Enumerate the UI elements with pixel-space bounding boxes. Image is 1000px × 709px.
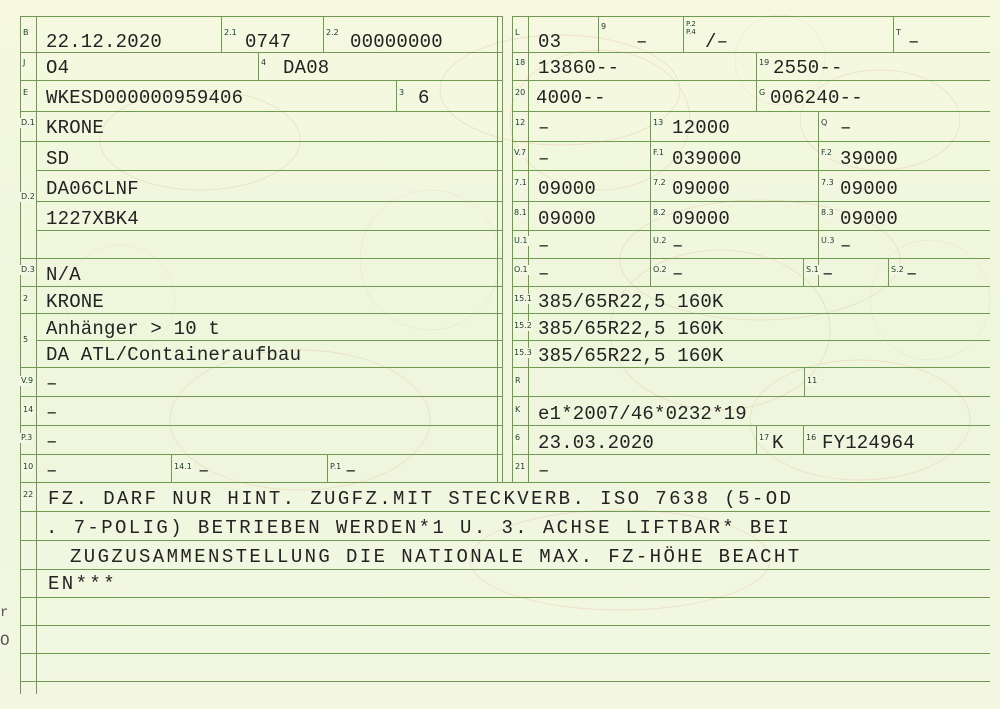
code-15-1: 15.1: [514, 294, 532, 303]
f2-permissible-mass: 39000: [840, 148, 899, 170]
code-16: 16: [806, 433, 817, 442]
s2-value: –: [906, 263, 918, 285]
make: KRONE: [46, 117, 105, 139]
t-max-speed: –: [908, 31, 920, 53]
remarks-line-1: FZ. DARF NUR HINT. ZUGFZ.MIT STECKVERB. ISO 7638 (5-OD: [48, 488, 794, 510]
length: 13860--: [538, 57, 620, 79]
code-7-3: 7.3: [821, 178, 834, 187]
body-type: DA ATL/Containeraufbau: [46, 344, 302, 366]
date-field-6: 23.03.2020: [538, 432, 655, 454]
vin-check-digit: 6: [418, 87, 430, 109]
manufacturer-code: 0747: [245, 31, 292, 53]
code-q: Q: [821, 118, 828, 127]
code-8-1: 8.1: [514, 208, 527, 217]
code-21: 21: [515, 462, 526, 471]
code-4: 4: [261, 58, 267, 67]
code-t: T: [896, 28, 901, 37]
s1-value: –: [822, 263, 834, 285]
type-code: 00000000: [350, 31, 443, 53]
remarks-line-2: . 7-POLIG) BETRIEBEN WERDEN*1 U. 3. ACHSE LIFTBAR* BEI: [46, 517, 792, 539]
p3-fuel: –: [46, 431, 58, 453]
vehicle-type: Anhänger > 10 t: [46, 318, 221, 340]
axle-load-7-1: 09000: [538, 178, 597, 200]
code-5: 5: [23, 335, 29, 344]
code-3: 3: [399, 88, 405, 97]
code-8-2: 8.2: [653, 208, 666, 217]
f13-support-load: 12000: [672, 117, 731, 139]
code-2: 2: [23, 294, 29, 303]
code-v7: V.7: [514, 148, 527, 157]
axle-load-8-2: 09000: [672, 208, 731, 230]
code-u2: U.2: [653, 236, 667, 245]
code-u1: U.1: [514, 236, 528, 245]
tyre-15-2: 385/65R22,5 160K: [538, 318, 724, 340]
u3-value: –: [840, 235, 852, 257]
first-registration-date: 22.12.2020: [46, 31, 163, 53]
f17-value: K: [772, 432, 784, 454]
axle-load-7-3: 09000: [840, 178, 899, 200]
remarks-line-3: ZUGZUSAMMENSTELLUNG DIE NATIONALE MAX. FZ-HÖHE BEACHT: [70, 546, 802, 568]
d2-type: SD: [46, 148, 70, 170]
code-f2: F.2: [821, 148, 832, 157]
remarks-line-4: EN***: [48, 573, 118, 595]
code-22: 22: [23, 490, 34, 499]
code-r: R: [515, 376, 521, 385]
tyre-15-1: 385/65R22,5 160K: [538, 291, 724, 313]
code-p2-p4: P.2 P.4: [686, 20, 696, 36]
code-7-2: 7.2: [653, 178, 666, 187]
width: 2550--: [773, 57, 843, 79]
code-15-2: 15.2: [514, 321, 532, 330]
v7-co2: –: [538, 148, 550, 170]
f12-volume: –: [538, 117, 550, 139]
u1-value: –: [538, 235, 550, 257]
d2-variant: DA06CLNF: [46, 178, 139, 200]
code-u3: U.3: [821, 236, 835, 245]
manufacturer-name: KRONE: [46, 291, 105, 313]
code-8-3: 8.3: [821, 208, 834, 217]
code-o2: O.2: [653, 265, 667, 274]
code-10: 10: [23, 462, 34, 471]
code-d1: D.1: [21, 118, 35, 127]
code-14-1: 14.1: [174, 462, 192, 471]
height: 4000--: [536, 87, 606, 109]
f10-code: –: [46, 460, 58, 482]
code-12: 12: [515, 118, 526, 127]
edge-mark-2: O: [0, 632, 10, 650]
f21-value: –: [538, 460, 550, 482]
body-code: DA08: [283, 57, 330, 79]
code-b: B: [23, 28, 29, 37]
p2-p4-power: /–: [705, 31, 729, 53]
code-p3: P.3: [21, 433, 33, 442]
code-13: 13: [653, 118, 664, 127]
tyre-15-3: 385/65R22,5 160K: [538, 345, 724, 367]
u2-value: –: [672, 235, 684, 257]
d2-version: 1227XBK4: [46, 208, 139, 230]
code-s2: S.2: [891, 265, 904, 274]
o2-value: –: [672, 263, 684, 285]
code-14: 14: [23, 405, 34, 414]
code-d3: D.3: [21, 265, 35, 274]
code-f1: F.1: [653, 148, 664, 157]
f9-drive-axles: –: [636, 31, 648, 53]
code-11: 11: [807, 376, 818, 385]
code-15-3: 15.3: [514, 348, 532, 357]
code-s1: S.1: [806, 265, 819, 274]
code-2-1: 2.1: [224, 28, 237, 37]
f1-max-mass: 039000: [672, 148, 742, 170]
q-power-ratio: –: [840, 117, 852, 139]
code-6: 6: [515, 433, 521, 442]
k-type-approval: e1*2007/46*0232*19: [538, 403, 747, 425]
code-2-2: 2.2: [326, 28, 339, 37]
code-p1: P.1: [330, 462, 342, 471]
code-17: 17: [759, 433, 770, 442]
number-of-axles: 03: [538, 31, 562, 53]
code-l: L: [515, 28, 520, 37]
edge-mark-1: r: [0, 605, 9, 621]
f14-emission: –: [46, 402, 58, 424]
g-mass: 006240--: [770, 87, 863, 109]
axle-load-8-3: 09000: [840, 208, 899, 230]
o1-value: –: [538, 263, 550, 285]
code-k: K: [515, 405, 521, 414]
code-o1: O.1: [514, 265, 528, 274]
code-j: J: [23, 58, 26, 67]
code-d2: D.2: [21, 192, 35, 201]
code-9: 9: [601, 22, 607, 31]
vin: WKESD000000959406: [46, 87, 244, 109]
p1-displacement: –: [345, 460, 357, 482]
f14-1-code: –: [198, 460, 210, 482]
code-v9: V.9: [21, 376, 34, 385]
v9-emission-class: –: [46, 373, 58, 395]
axle-load-8-1: 09000: [538, 208, 597, 230]
code-20: 20: [515, 88, 526, 97]
code-19: 19: [759, 58, 770, 67]
code-7-1: 7.1: [514, 178, 527, 187]
f16-value: FY124964: [822, 432, 915, 454]
vehicle-class: O4: [46, 57, 70, 79]
axle-load-7-2: 09000: [672, 178, 731, 200]
code-g: G: [759, 88, 766, 97]
d3-commercial-name: N/A: [46, 264, 81, 286]
code-e: E: [23, 88, 29, 97]
code-18: 18: [515, 58, 526, 67]
